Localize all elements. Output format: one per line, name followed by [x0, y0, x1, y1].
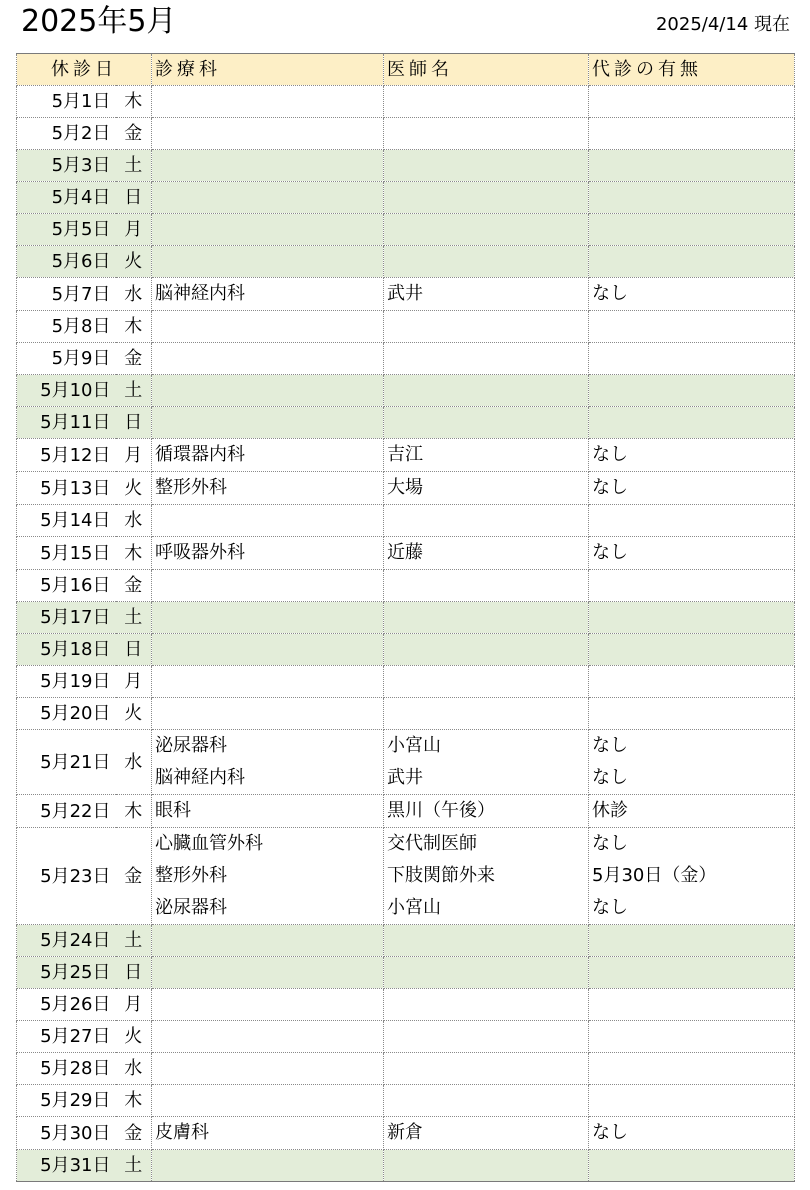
substitute-cell: [589, 246, 795, 278]
department-cell: [152, 795, 384, 828]
department-cell: [152, 86, 384, 118]
date-cell: 5月3日: [17, 150, 116, 182]
as-of-date: 2025/4/14 現在: [655, 14, 790, 35]
table-header-row: [17, 54, 795, 86]
substitute-cell: [589, 795, 795, 828]
doctor-cell: [384, 925, 589, 957]
doctor-cell: [384, 246, 589, 278]
date-cell: 5月10日: [17, 375, 116, 407]
substitute-cell: [589, 182, 795, 214]
weekday-cell: 土: [116, 1150, 152, 1182]
substitute-cell: [589, 86, 795, 118]
table-row: [17, 537, 795, 570]
date-cell: 5月17日: [17, 602, 116, 634]
department-name: 整形外科: [155, 865, 227, 886]
weekday-cell: 木: [116, 311, 152, 343]
department-cell: [152, 375, 384, 407]
department-cell: [152, 570, 384, 602]
weekday-cell: 水: [116, 730, 152, 795]
substitute-cell: [589, 634, 795, 666]
table-row: [17, 150, 795, 182]
weekday-cell: 金: [116, 1117, 152, 1150]
substitute-cell: [589, 472, 795, 505]
substitute-cell: [589, 666, 795, 698]
department-name: 整形外科: [155, 477, 227, 498]
department-cell: [152, 214, 384, 246]
substitute-cell: [589, 214, 795, 246]
department-cell: [152, 407, 384, 439]
doctor-cell: [384, 439, 589, 472]
date-cell: 5月9日: [17, 343, 116, 375]
date-cell: 5月13日: [17, 472, 116, 505]
department-name: 泌尿器科: [155, 735, 227, 756]
substitute-cell: [589, 1021, 795, 1053]
date-cell: 5月22日: [17, 795, 116, 828]
doctor-cell: [384, 86, 589, 118]
date-cell: 5月16日: [17, 570, 116, 602]
date-cell: 5月30日: [17, 1117, 116, 1150]
department-cell: [152, 150, 384, 182]
weekday-cell: 木: [116, 86, 152, 118]
doctor-name: 武井: [387, 283, 423, 304]
column-header-substitute: 代診の有無: [589, 54, 795, 86]
date-cell: 5月18日: [17, 634, 116, 666]
department-cell: [152, 472, 384, 505]
table-row: [17, 1021, 795, 1053]
table-row: [17, 311, 795, 343]
substitute-cell: [589, 730, 795, 795]
weekday-cell: 火: [116, 472, 152, 505]
doctor-name: 下肢関節外来: [387, 865, 495, 886]
substitute-status: なし: [592, 542, 628, 563]
weekday-cell: 火: [116, 1021, 152, 1053]
department-name: 眼科: [155, 800, 191, 821]
table-row: [17, 439, 795, 472]
department-cell: [152, 698, 384, 730]
weekday-cell: 金: [116, 570, 152, 602]
department-name: 呼吸器外科: [155, 542, 245, 563]
weekday-cell: 日: [116, 407, 152, 439]
doctor-cell: [384, 118, 589, 150]
doctor-cell: [384, 1117, 589, 1150]
doctor-cell: [384, 634, 589, 666]
table-row: [17, 407, 795, 439]
weekday-cell: 火: [116, 246, 152, 278]
doctor-name: 交代制医師: [387, 833, 477, 854]
substitute-status: なし: [592, 735, 628, 756]
table-row: [17, 795, 795, 828]
department-cell: [152, 278, 384, 311]
doctor-cell: [384, 698, 589, 730]
department-cell: [152, 311, 384, 343]
weekday-cell: 火: [116, 698, 152, 730]
table-row: [17, 570, 795, 602]
table-row: [17, 118, 795, 150]
weekday-cell: 金: [116, 343, 152, 375]
date-cell: 5月1日: [17, 86, 116, 118]
substitute-cell: [589, 828, 795, 925]
weekday-cell: 土: [116, 375, 152, 407]
weekday-cell: 土: [116, 150, 152, 182]
substitute-status: なし: [592, 833, 628, 854]
weekday-cell: 金: [116, 828, 152, 925]
date-cell: 5月11日: [17, 407, 116, 439]
substitute-status: なし: [592, 897, 628, 918]
column-header-date: 休診日: [17, 54, 152, 86]
substitute-cell: [589, 957, 795, 989]
table-row: [17, 602, 795, 634]
department-cell: [152, 343, 384, 375]
weekday-cell: 水: [116, 1053, 152, 1085]
doctor-cell: [384, 150, 589, 182]
table-row: [17, 925, 795, 957]
doctor-name: 黒川（午後）: [387, 800, 495, 821]
doctor-cell: [384, 182, 589, 214]
page-title: 2025年5月: [21, 4, 177, 39]
doctor-cell: [384, 1053, 589, 1085]
substitute-status: なし: [592, 1122, 628, 1143]
table-row: [17, 1053, 795, 1085]
department-cell: [152, 957, 384, 989]
substitute-cell: [589, 1150, 795, 1182]
weekday-cell: 金: [116, 118, 152, 150]
doctor-name: 新倉: [387, 1122, 423, 1143]
department-cell: [152, 118, 384, 150]
date-cell: 5月27日: [17, 1021, 116, 1053]
table-row: [17, 182, 795, 214]
substitute-status: なし: [592, 477, 628, 498]
table-row: [17, 278, 795, 311]
weekday-cell: 月: [116, 666, 152, 698]
department-cell: [152, 1117, 384, 1150]
substitute-status: 休診: [592, 800, 628, 821]
doctor-cell: [384, 505, 589, 537]
date-cell: 5月20日: [17, 698, 116, 730]
substitute-cell: [589, 343, 795, 375]
doctor-name: 近藤: [387, 542, 423, 563]
table-row: [17, 1117, 795, 1150]
date-cell: 5月28日: [17, 1053, 116, 1085]
doctor-name: 小宮山: [387, 735, 441, 756]
doctor-cell: [384, 214, 589, 246]
weekday-cell: 木: [116, 795, 152, 828]
table-row: [17, 828, 795, 925]
date-cell: 5月24日: [17, 925, 116, 957]
department-cell: [152, 182, 384, 214]
doctor-cell: [384, 537, 589, 570]
weekday-cell: 日: [116, 634, 152, 666]
date-cell: 5月2日: [17, 118, 116, 150]
date-cell: 5月23日: [17, 828, 116, 925]
doctor-cell: [384, 343, 589, 375]
substitute-cell: [589, 1117, 795, 1150]
substitute-cell: [589, 278, 795, 311]
doctor-cell: [384, 989, 589, 1021]
department-cell: [152, 634, 384, 666]
doctor-name: 大場: [387, 477, 423, 498]
table-body: [17, 86, 795, 1182]
doctor-cell: [384, 407, 589, 439]
department-cell: [152, 1085, 384, 1117]
substitute-cell: [589, 602, 795, 634]
substitute-cell: [589, 407, 795, 439]
date-cell: 5月31日: [17, 1150, 116, 1182]
department-cell: [152, 1021, 384, 1053]
doctor-cell: [384, 1021, 589, 1053]
table-row: [17, 730, 795, 795]
date-cell: 5月6日: [17, 246, 116, 278]
doctor-cell: [384, 1085, 589, 1117]
date-cell: 5月15日: [17, 537, 116, 570]
doctor-cell: [384, 795, 589, 828]
date-cell: 5月7日: [17, 278, 116, 311]
weekday-cell: 木: [116, 537, 152, 570]
doctor-cell: [384, 730, 589, 795]
department-cell: [152, 246, 384, 278]
date-cell: 5月21日: [17, 730, 116, 795]
substitute-cell: [589, 311, 795, 343]
substitute-cell: [589, 537, 795, 570]
date-cell: 5月4日: [17, 182, 116, 214]
department-name: 心臓血管外科: [155, 833, 263, 854]
weekday-cell: 月: [116, 439, 152, 472]
doctor-name: 吉江: [387, 444, 423, 465]
weekday-cell: 土: [116, 925, 152, 957]
table-row: [17, 957, 795, 989]
substitute-status: なし: [592, 283, 628, 304]
substitute-cell: [589, 698, 795, 730]
substitute-status: 5月30日（金）: [592, 865, 717, 886]
department-name: 脳神経内科: [155, 767, 245, 788]
date-cell: 5月25日: [17, 957, 116, 989]
substitute-cell: [589, 1085, 795, 1117]
table-row: [17, 343, 795, 375]
doctor-cell: [384, 278, 589, 311]
substitute-cell: [589, 925, 795, 957]
department-name: 泌尿器科: [155, 897, 227, 918]
department-cell: [152, 730, 384, 795]
doctor-cell: [384, 666, 589, 698]
doctor-name: 武井: [387, 767, 423, 788]
date-cell: 5月14日: [17, 505, 116, 537]
table-row: [17, 472, 795, 505]
table-row: [17, 989, 795, 1021]
table-row: [17, 634, 795, 666]
doctor-cell: [384, 957, 589, 989]
department-name: 循環器内科: [155, 444, 245, 465]
weekday-cell: 日: [116, 182, 152, 214]
doctor-cell: [384, 311, 589, 343]
department-cell: [152, 1150, 384, 1182]
table-row: [17, 214, 795, 246]
weekday-cell: 月: [116, 989, 152, 1021]
doctor-cell: [384, 375, 589, 407]
date-cell: 5月12日: [17, 439, 116, 472]
department-cell: [152, 505, 384, 537]
date-cell: 5月26日: [17, 989, 116, 1021]
substitute-cell: [589, 1053, 795, 1085]
substitute-cell: [589, 375, 795, 407]
weekday-cell: 土: [116, 602, 152, 634]
substitute-status: なし: [592, 767, 628, 788]
department-cell: [152, 828, 384, 925]
doctor-cell: [384, 472, 589, 505]
table-row: [17, 375, 795, 407]
doctor-name: 小宮山: [387, 897, 441, 918]
substitute-cell: [589, 439, 795, 472]
column-header-department: 診療科: [152, 54, 384, 86]
department-cell: [152, 439, 384, 472]
table-row: [17, 698, 795, 730]
table-row: [17, 246, 795, 278]
department-cell: [152, 602, 384, 634]
department-cell: [152, 925, 384, 957]
column-header-doctor: 医師名: [384, 54, 589, 86]
date-cell: 5月19日: [17, 666, 116, 698]
substitute-cell: [589, 570, 795, 602]
table-row: [17, 505, 795, 537]
substitute-status: なし: [592, 444, 628, 465]
doctor-cell: [384, 1150, 589, 1182]
date-cell: 5月5日: [17, 214, 116, 246]
table-row: [17, 1085, 795, 1117]
substitute-cell: [589, 989, 795, 1021]
substitute-cell: [589, 505, 795, 537]
weekday-cell: 水: [116, 505, 152, 537]
substitute-cell: [589, 150, 795, 182]
weekday-cell: 月: [116, 214, 152, 246]
weekday-cell: 日: [116, 957, 152, 989]
department-cell: [152, 666, 384, 698]
doctor-cell: [384, 828, 589, 925]
date-cell: 5月29日: [17, 1085, 116, 1117]
doctor-cell: [384, 570, 589, 602]
department-name: 皮膚科: [155, 1122, 209, 1143]
weekday-cell: 水: [116, 278, 152, 311]
department-cell: [152, 989, 384, 1021]
table-row: [17, 666, 795, 698]
department-cell: [152, 537, 384, 570]
doctor-cell: [384, 602, 589, 634]
weekday-cell: 木: [116, 1085, 152, 1117]
department-name: 脳神経内科: [155, 283, 245, 304]
table-row: [17, 86, 795, 118]
table-row: [17, 1150, 795, 1182]
department-cell: [152, 1053, 384, 1085]
date-cell: 5月8日: [17, 311, 116, 343]
closure-schedule-table: [16, 53, 795, 1182]
substitute-cell: [589, 118, 795, 150]
